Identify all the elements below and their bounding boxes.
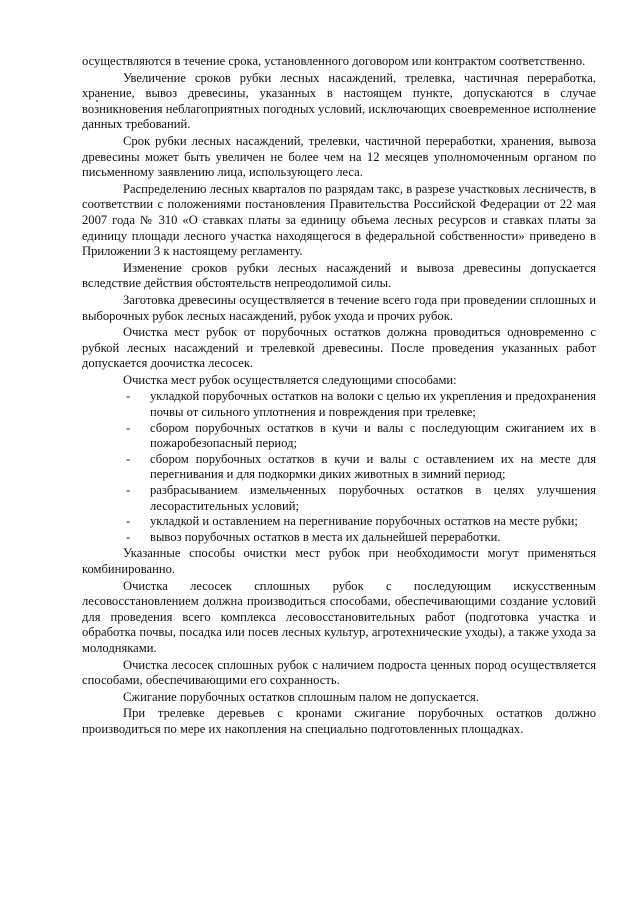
paragraph-tax-categories: Распределению лесных кварталов по разрядам такс, в разрезе участковых лесничеств, в соответствии с положениями постановления Правительства Российской Федерации от 22 мая 2007 года № 310 «О ставках платы за единицу объема лесных ресурсов и ставках платы за единицу площади лесного участка находящегося в федеральной собственности» приведено в Приложении 3 к настоящему регламенту. [82,181,596,259]
paragraph-force-majeure: Изменение сроков рубки лесных насаждений и вывоза древесины допускается вследствие действия обстоятельств непреодолимой силы. [82,260,596,291]
paragraph-extension-12-months: Срок рубки лесных насаждений, трелевки, частичной переработки, хранения, вывоза древесины может быть увеличен не более чем на 12 месяцев уполномоченным органом по письменному заявлению лица, использующего леса. [82,133,596,180]
list-marker: - [126,483,131,498]
paragraph-burning-prohibited: Сжигание порубочных остатков сплошным палом не допускается. [123,689,479,704]
paragraph-extension-weather: Увеличение сроков рубки лесных насаждений, трелевка, частичная переработка, хранение, вывоз древесины, указанных в настоящем пункте, допускаются в случае возникновения неблагоприятных погодных условий, исключающих своевременное исполнение данных требований. [82,70,596,132]
list-marker: - [126,451,131,466]
paragraph-continuation: осуществляются в течение срока, установленного договором или контрактом соответственно. [82,54,586,68]
list-marker: - [126,389,131,404]
list-item: - разбрасыванием измельченных порубочных остатков в целях улучшения лесорастительных условий; [126,483,596,513]
paragraph-burning-sites: При трелевке деревьев с кронами сжигание порубочных остатков должно производиться по мере их накопления на специально подготовленных площадках. [82,706,596,736]
paragraph-reforestation-cleaning: Очистка лесосек сплошных рубок с последующим искусственным лесовосстановлением должна производиться способами, обеспечивающими создание условий для проведения всего комплекса лесовосстановительных работ (подготовка участка и обработка почвы, посадка или посев лесных культур, агротехнические уходы), а также ухода за молодняками. [82,578,596,655]
scan-speck [96,100,98,102]
paragraph-undergrowth-preservation: Очистка лесосек сплошных рубок с наличием подроста ценных пород осуществляется способами, обеспечивающими его сохранность. [82,657,596,688]
paragraph-cleaning-simultaneous: Очистка мест рубок от порубочных остатков должна проводиться одновременно с рубкой лесных насаждений и трелевкой древесины. После проведения указанных работ допускается доочистка лесосек. [82,325,596,371]
list-marker: - [126,514,131,529]
list-item: - укладкой порубочных остатков на волоки с целью их укрепления и предохранения почвы от сильного уплотнения и повреждения при трелевке; [126,389,596,420]
list-item: - сбором порубочных остатков в кучи и валы с последующим сжиганием их в пожаробезопасный период; [126,420,596,451]
list-marker: - [126,420,131,435]
paragraph-harvesting-year: Заготовка древесины осуществляется в течение всего года при проведении сплошных и выборочных рубок лесных насаждений, рубок ухода и прочих рубок. [82,292,596,323]
cleaning-methods-list [82,389,596,545]
list-item: - укладкой и оставлением на перегнивание порубочных остатков на месте рубки; [126,514,578,529]
list-marker: - [126,529,131,544]
list-item: - сбором порубочных остатков в кучи и валы с оставлением их на месте для перегнивания и для подкормки диких животных в зимний период; [126,451,596,482]
paragraph-cleaning-methods-intro: Очистка мест рубок осуществляется следующими способами: [123,372,457,387]
paragraph-combined-methods: Указанные способы очистки мест рубок при необходимости могут применяться комбинированно. [82,546,596,576]
list-item: - вывоз порубочных остатков в места их дальнейшей переработки. [126,529,501,544]
